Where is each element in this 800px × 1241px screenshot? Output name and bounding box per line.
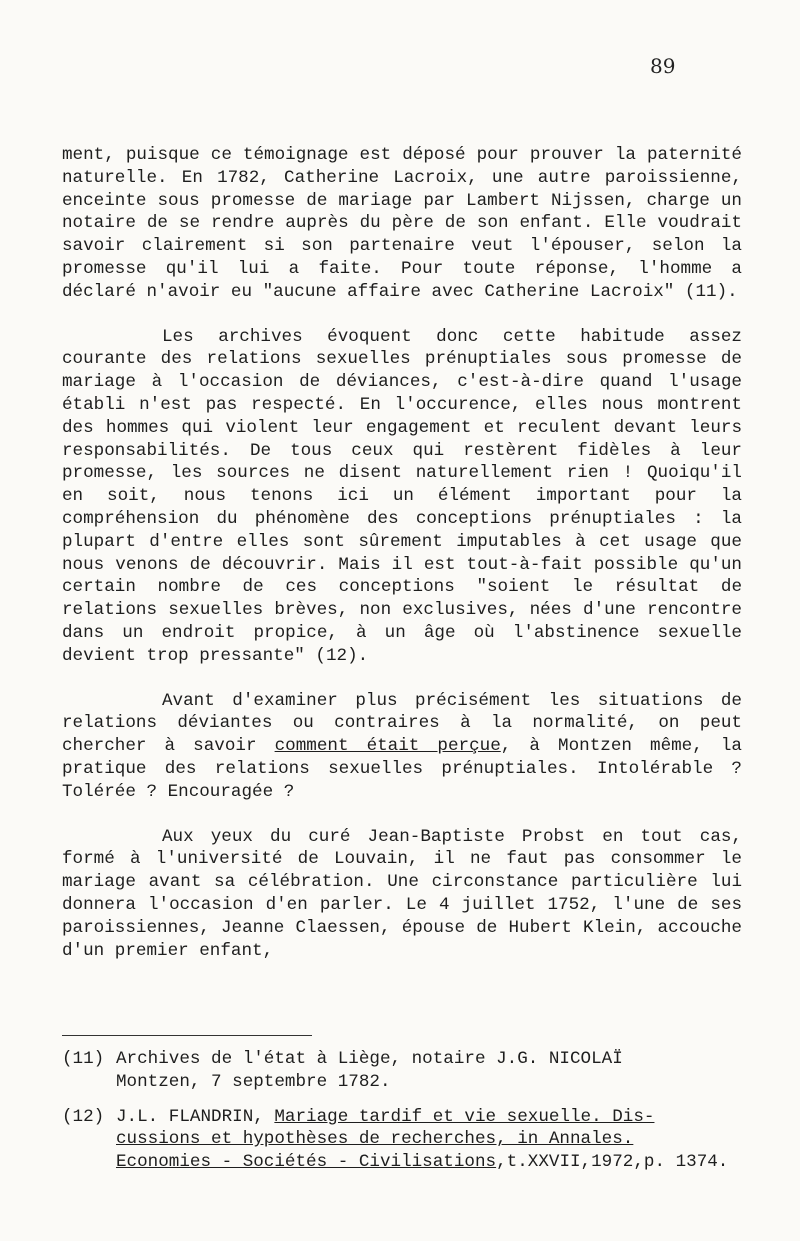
paragraph-text: , à Montzen même, la pratique des relations sexuelles prénuptiales. Intolérable ? Tolérée ? Encouragée ? (62, 736, 742, 802)
paragraph-2 (62, 326, 742, 668)
paragraph-text: Avant d'examiner plus précisément les situations de relations déviantes ou contraires à la normalité, on peut chercher à savoir (62, 690, 742, 757)
underlined-text: Economies - Sociétés - Civilisations (116, 1152, 497, 1173)
footnote-text: ,t.XXVII,1972,p. 1374. (496, 1152, 729, 1173)
paragraph-text: Les archives évoquent donc cette habitude assez courante des relations sexuelles prénuptiales sous promesse de mariage à l'occasion de déviances, c'est-à-dire quand l'usage établi n'est pas respecté. En l'occurence, elles nous montrent des hommes qui violent leur engagement et reculent devant leurs responsabilités. De tous ceux qui restèrent fidèles à leur promesse, les sources ne disent naturellement rien ! Quoiqu'il en soit, nous tenons ici un élément important pour la compréhension du phénomène des conceptions prénuptiales : la plupart d'entre elles sont sûrement imputables à cet usage que nous venons de découvrir. Mais il est tout-à-fait possible qu'un certain nombre de ces conceptions "soient le résultat de relations sexuelles brèves, non exclusives, nées d'une rencontre dans un endroit propice, à un âge où l'abstinence sexuelle devient trop pressante" (12). (62, 326, 742, 666)
footnote-text: J.L. FLANDRIN, (116, 1106, 275, 1127)
footnote-12 (62, 1106, 782, 1174)
footnotes (62, 1048, 782, 1174)
paragraph-text: Aux yeux du curé Jean-Baptiste Probst en tout cas, formé à l'université de Louvain, il ne faut pas consommer le mariage avant sa célébration. Une circonstance particulière lui donnera l'occasion d'en parler. Le 4 juillet 1752, l'une de ses paroissiennes, Jeanne Claessen, épouse de Hubert Klein, accouche d'un premier enfant, (62, 826, 742, 961)
footnote-line (116, 1151, 782, 1174)
paragraph-text: ment, puisque ce témoignage est déposé pour prouver la paternité naturelle. En 1782, Catherine Lacroix, une autre paroissienne, enceinte sous promesse de mariage par Lambert Nijssen, charge un notaire de se rendre auprès du père de son enfant. Elle voudrait savoir clairement si son partenaire veut l'épouser, selon la promesse qu'il lui a faite. Pour toute réponse, l'homme a déclaré n'avoir eu "aucune affaire avec Catherine Lacroix" (11). (62, 145, 742, 302)
footnote-text: Archives de l'état à Liège, notaire J.G. NICOLAÏ (116, 1049, 623, 1069)
paragraph-4 (62, 826, 742, 963)
paragraph-3 (62, 690, 742, 804)
underlined-text: cussions et hypothèses de recherches, in Annales. (116, 1129, 634, 1150)
underlined-text: comment était perçue (274, 736, 501, 757)
paragraph-1 (62, 144, 742, 304)
footnote-line (116, 1048, 782, 1071)
footnote-line (116, 1071, 782, 1094)
footnote-line (116, 1106, 782, 1129)
footnote-number: (12) (62, 1106, 105, 1127)
underlined-text: Mariage tardif et vie sexuelle. Dis- (274, 1106, 655, 1127)
footnote-text: Montzen, 7 septembre 1782. (116, 1071, 391, 1092)
footnote-separator (62, 1035, 312, 1036)
footnote-11 (62, 1048, 782, 1094)
page-number: 89 (650, 54, 676, 78)
body-text (62, 144, 742, 962)
footnote-number: (11) (62, 1049, 105, 1069)
footnote-line (116, 1128, 782, 1151)
